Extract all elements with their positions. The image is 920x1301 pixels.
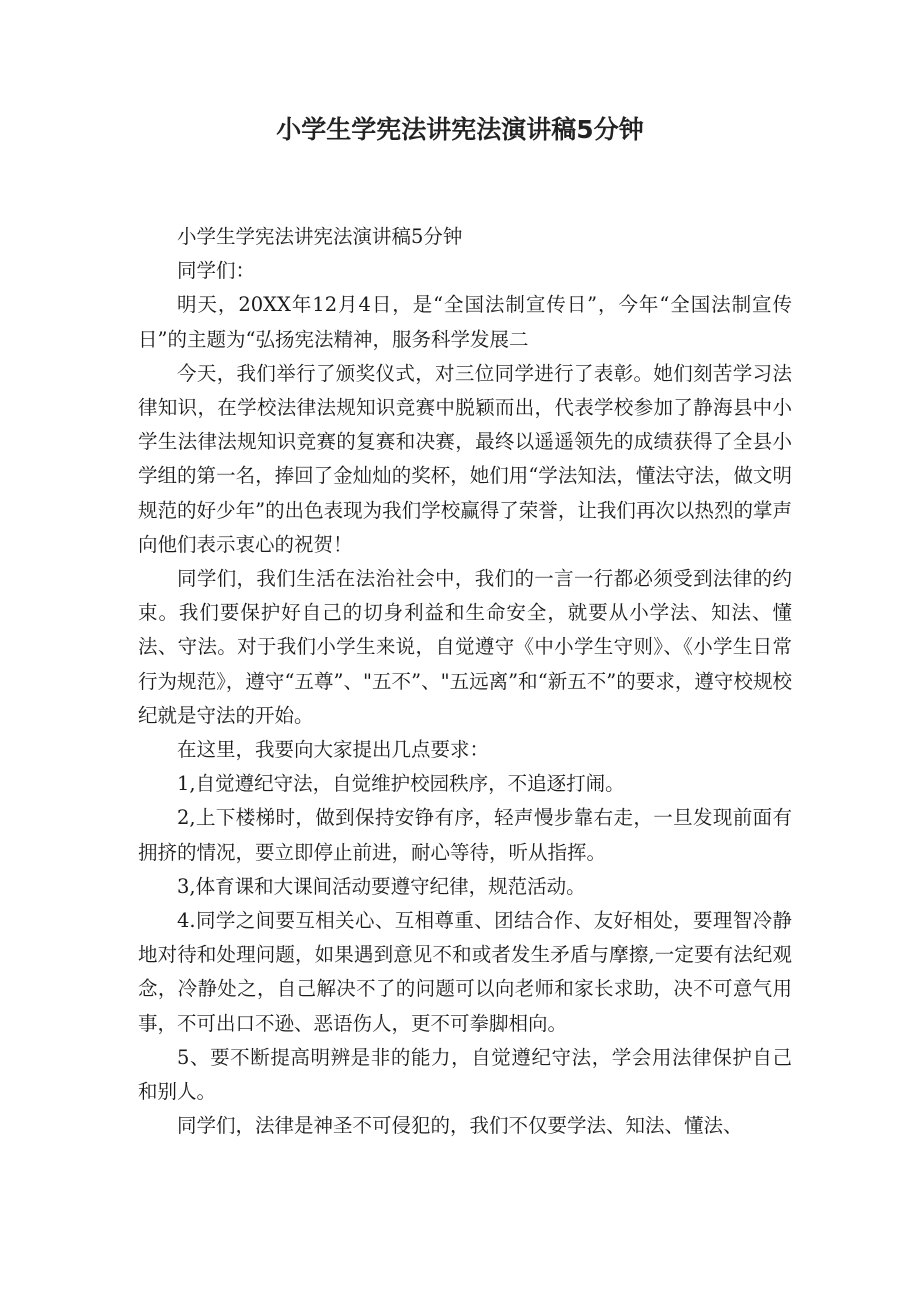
- list-item: 4.同学之间要互相关心、互相尊重、团结合作、友好相处，要理智冷静地对待和处理问题，如果遇到意见不和或者发生矛盾与摩擦,一定要有法纪观念，冷静处之，自己解决不了的问题可以向老师和家长求助，决不可意气用事，不可出口不逊、恶语伤人，更不可拳脚相向。: [138, 909, 792, 1035]
- list-item: 1,自觉遵纪守法，自觉维护校园秩序，不追逐打闹。: [177, 772, 625, 796]
- paragraph-subtitle: 小学生学宪法讲宪法演讲稿5分钟: [177, 225, 463, 248]
- paragraph-salutation: 同学们：: [177, 259, 256, 283]
- list-item: 2,上下楼梯时，做到保持安铮有序，轻声慢步靠右走，一旦发现前面有拥挤的情况，要立即停止前进，耐心等待，听从指挥。: [138, 806, 792, 864]
- document-body: [138, 220, 792, 1143]
- list-item: 3,体育课和大课间活动要遵守纪律，规范活动。: [177, 874, 586, 898]
- document-title: 小学生学宪法讲宪法演讲稿5分钟: [276, 115, 644, 144]
- paragraph: 同学们，法律是神圣不可侵犯的，我们不仅要学法、知法、懂法、: [177, 1114, 743, 1138]
- paragraph: 同学们，我们生活在法治社会中，我们的一言一行都必须受到法律的约束。我们要保护好自己的切身利益和生命安全，就要从小学法、知法、懂法、守法。对于我们小学生来说，自觉遵守《中小学生守则》、《小学生日常行为规范》，遵守“五尊”、"五不”、"五远离”和“新五不”的要求，遵守校规校纪就是守法的开始。: [138, 567, 792, 727]
- list-item: 5、要不断提高明辨是非的能力，自觉遵纪守法，学会用法律保护自己和别人。: [138, 1045, 792, 1104]
- paragraph: 今天，我们举行了颁奖仪式，对三位同学进行了表彰。她们刻苦学习法律知识，在学校法律法规知识竞赛中脱颖而出，代表学校参加了静海县中小学生法律法规知识竞赛的复赛和决赛，最终以遥遥领先的成绩获得了全县小学组的第一名，捧回了金灿灿的奖杯，她们用“学法知法，懂法守法，做文明规范的好少年”的出色表现为我们学校赢得了荣誉，让我们再次以热烈的掌声向他们表示衷心的祝贺！: [138, 361, 792, 556]
- paragraph: 在这里，我要向大家提出几点要求：: [177, 738, 490, 762]
- paragraph: 明天，20XX年12月4日，是“全国法制宣传日”，今年“全国法制宣传日”的主题为“弘扬宪法精神，服务科学发展二: [138, 293, 792, 351]
